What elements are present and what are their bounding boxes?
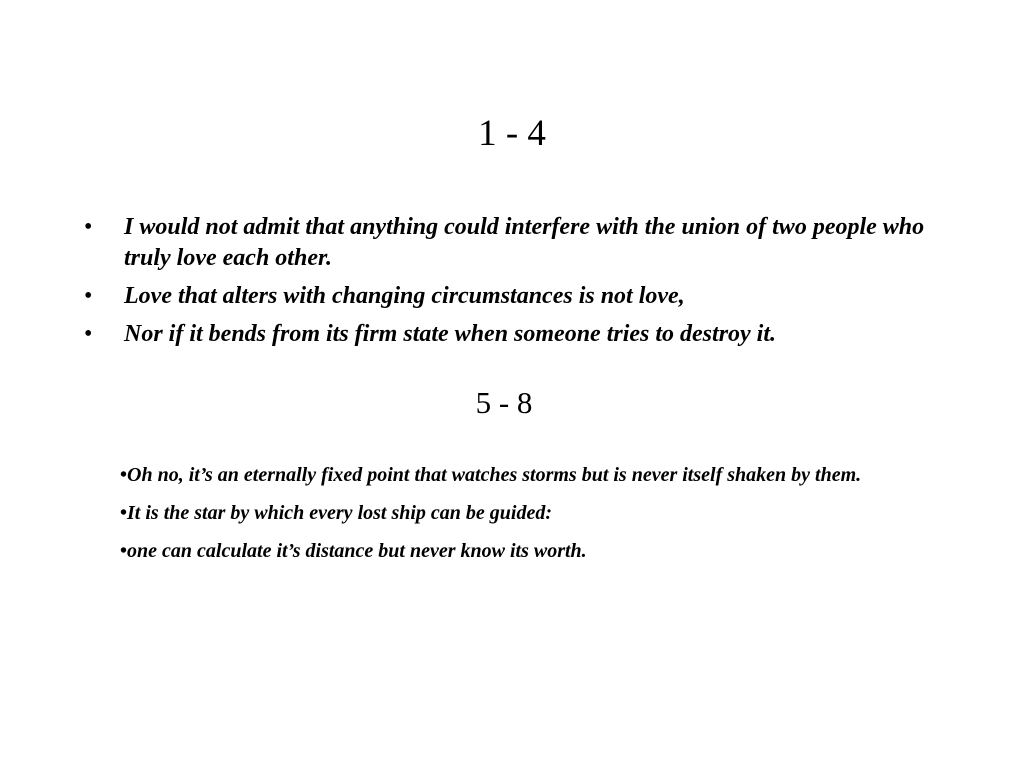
bullet-list-lines-1-4 — [84, 212, 964, 357]
list-item-text: Nor if it bends from its firm state when someone tries to destroy it. — [124, 321, 777, 347]
bullet-icon: • — [120, 464, 128, 486]
list-item — [84, 319, 964, 350]
list-item-text: I would not admit that anything could interfere with the union of two people who truly love each other. — [124, 214, 925, 271]
list-item — [120, 498, 920, 528]
section-heading-5-8: 5 - 8 — [475, 385, 533, 420]
bullet-list-lines-5-8 — [120, 460, 920, 574]
list-item — [84, 281, 964, 312]
bullet-icon: • — [84, 321, 93, 347]
list-item-text: one can calculate it’s distance but never know its worth. — [127, 540, 587, 562]
section-heading-1-4: 1 - 4 — [478, 113, 546, 154]
list-item-text: Love that alters with changing circumstances is not love, — [124, 283, 685, 309]
list-item — [120, 460, 920, 490]
list-item — [84, 212, 964, 274]
list-item-text: It is the star by which every lost ship can be guided: — [127, 502, 553, 524]
bullet-icon: • — [84, 214, 93, 240]
bullet-icon: • — [84, 283, 93, 309]
list-item-text: Oh no, it’s an eternally fixed point that watches storms but is never itself shaken by them. — [127, 464, 862, 486]
bullet-icon: • — [120, 540, 128, 562]
bullet-icon: • — [120, 502, 128, 524]
list-item — [120, 536, 920, 566]
